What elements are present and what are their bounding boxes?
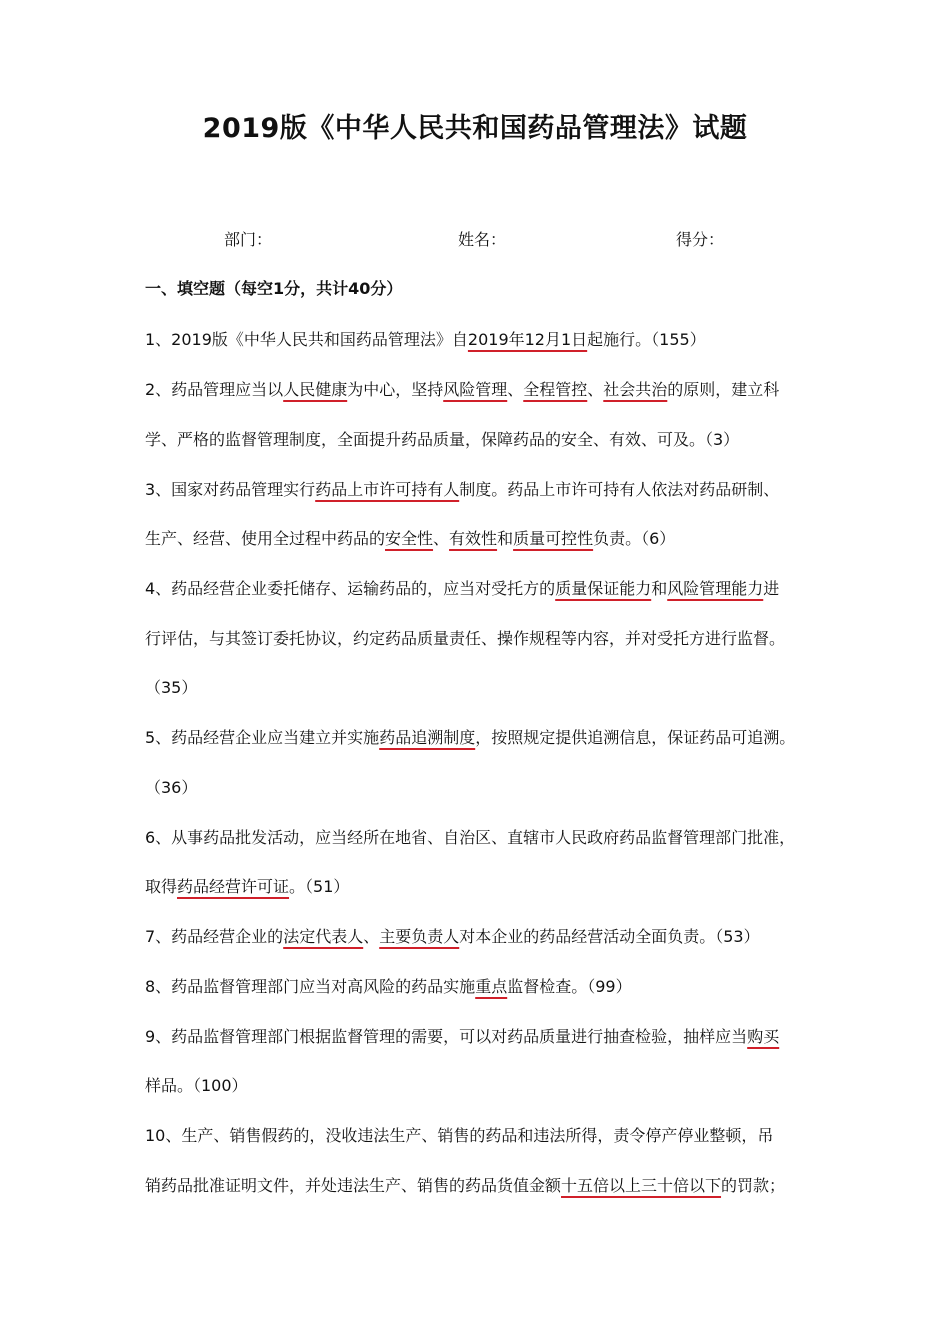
question-4-reference: （35） — [145, 678, 198, 697]
answer-blank: 质量可控性 — [513, 529, 594, 548]
answer-blank: 社会共治 — [603, 380, 668, 399]
question-text: 进 — [763, 579, 780, 598]
answer-blank: 风险管理能力 — [667, 579, 764, 598]
answer-blank: 法定代表人 — [283, 927, 364, 946]
question-5 — [145, 725, 795, 748]
question-text: 为中心，坚持 — [347, 380, 444, 399]
question-2-continued: 学、严格的监督管理制度，全面提升药品质量，保障药品的安全、有效、可及。（3） — [145, 430, 740, 449]
answer-blank: 主要负责人 — [379, 927, 460, 946]
answer-blank: 风险管理 — [443, 380, 508, 399]
question-6: 6、从事药品批发活动，应当经所在地省、自治区、直辖市人民政府药品监督管理部门批准， — [145, 828, 796, 847]
question-text: 2、药品管理应当以 — [145, 380, 284, 399]
question-9 — [145, 1024, 779, 1047]
answer-blank: 药品经营许可证 — [177, 877, 290, 896]
question-text: 9、药品监督管理部门根据监督管理的需要，可以对药品质量进行抽查检验，抽样应当 — [145, 1027, 748, 1046]
question-text: 销药品批准证明文件，并处违法生产、销售的药品货值金额 — [145, 1176, 562, 1195]
question-6-continued — [145, 874, 349, 897]
answer-blank: 十五倍以上三十倍以下 — [561, 1176, 722, 1195]
question-text: 3、国家对药品管理实行 — [145, 480, 316, 499]
question-text: ，按照规定提供追溯信息，保证药品可追溯。 — [475, 728, 796, 747]
question-3-continued — [145, 526, 675, 549]
question-4 — [145, 576, 779, 599]
answer-blank: 有效性 — [449, 529, 498, 548]
question-10-continued — [145, 1173, 785, 1196]
section-heading: 一、填空题（每空1分，共计40分） — [145, 279, 403, 298]
answer-blank: 质量保证能力 — [555, 579, 652, 598]
answer-blank: 2019年12月1日 — [467, 330, 588, 349]
question-text: 、 — [433, 529, 450, 548]
question-text: 7、药品经营企业的 — [145, 927, 284, 946]
question-text: 8、药品监督管理部门应当对高风险的药品实施 — [145, 977, 476, 996]
question-3 — [145, 477, 779, 500]
question-text: 、 — [363, 927, 380, 946]
question-text: 、 — [507, 380, 524, 399]
question-10: 10、生产、销售假药的，没收违法生产、销售的药品和违法所得，责令停产停业整顿，吊 — [145, 1126, 774, 1145]
answer-blank: 重点 — [475, 977, 508, 996]
question-text: 的罚款； — [721, 1176, 786, 1195]
question-text: 生产、经营、使用全过程中药品的 — [145, 529, 386, 548]
name-label: 姓名： — [458, 230, 507, 249]
question-text: 对本企业的药品经营活动全面负责。（53） — [459, 927, 760, 946]
question-text: 5、药品经营企业应当建立并实施 — [145, 728, 380, 747]
question-text: 、 — [587, 380, 604, 399]
question-text: 的原则，建立科 — [667, 380, 780, 399]
question-7 — [145, 924, 760, 947]
question-text: 。（51） — [289, 877, 350, 896]
question-text: 4、药品经营企业委托储存、运输药品的，应当对受托方的 — [145, 579, 556, 598]
question-8 — [145, 974, 632, 997]
question-9-continued: 样品。（100） — [145, 1076, 248, 1095]
question-text: 起施行。（155） — [587, 330, 706, 349]
question-text: 制度。药品上市许可持有人依法对药品研制、 — [459, 480, 780, 499]
question-text: 和 — [497, 529, 514, 548]
answer-blank: 购买 — [747, 1027, 780, 1046]
answer-blank: 人民健康 — [283, 380, 348, 399]
question-text: 负责。（6） — [593, 529, 676, 548]
score-label: 得分： — [676, 230, 725, 249]
question-5-reference: （36） — [145, 778, 198, 797]
answer-blank: 全程管控 — [523, 380, 588, 399]
question-4-continued: 行评估，与其签订委托协议，约定药品质量责任、操作规程等内容，并对受托方进行监督。 — [145, 629, 786, 648]
question-2 — [145, 377, 779, 400]
question-text: 监督检查。（99） — [507, 977, 632, 996]
answer-blank: 药品上市许可持有人 — [315, 480, 460, 499]
question-text: 和 — [651, 579, 668, 598]
answer-blank: 安全性 — [385, 529, 434, 548]
question-text: 1、2019版《中华人民共和国药品管理法》自 — [145, 330, 468, 349]
question-1 — [145, 327, 706, 350]
department-label: 部门： — [224, 230, 273, 249]
answer-blank: 药品追溯制度 — [379, 728, 476, 747]
question-text: 取得 — [145, 877, 178, 896]
document-title: 2019版《中华人民共和国药品管理法》试题 — [202, 113, 748, 144]
